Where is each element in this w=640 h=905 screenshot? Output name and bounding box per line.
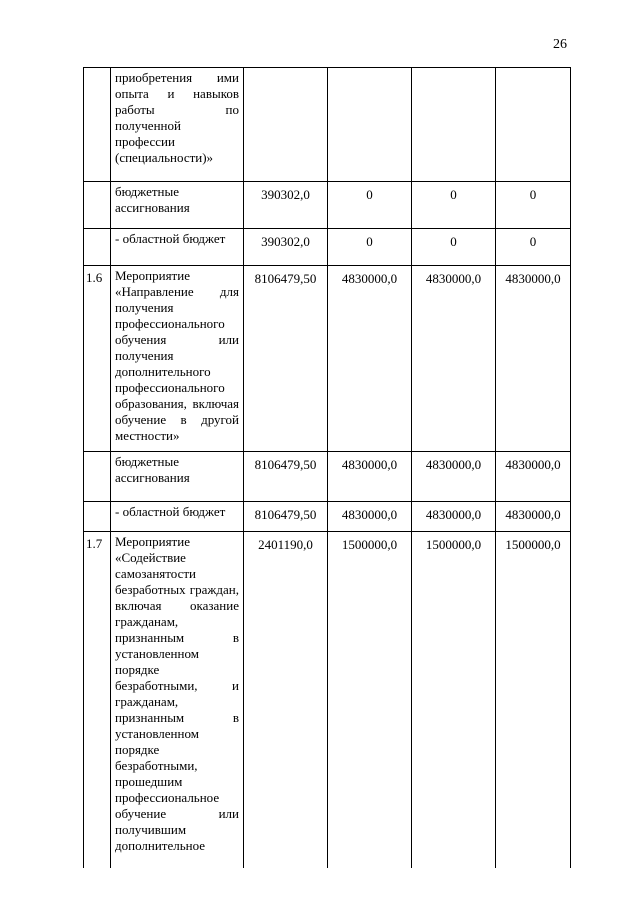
budget-table	[83, 67, 571, 868]
table-row	[84, 532, 571, 869]
value-cell: 0	[412, 182, 496, 229]
row-number: 1.7	[84, 532, 111, 869]
value-cell: 4830000,0	[328, 452, 412, 502]
row-description-text: Мероприятие «Содействие самозанятости безработных граждан, включая оказание гражданам, признанным в установленном порядке безработными, и гражданам, признанным в установленном порядке безработными, прошедшим профессиональное обучение или получившим дополнительное	[115, 534, 239, 853]
value-cell: 0	[412, 229, 496, 266]
row-description	[111, 502, 244, 532]
row-description	[111, 182, 244, 229]
value-cell: 0	[328, 182, 412, 229]
table-row	[84, 182, 571, 229]
value-cell: 4830000,0	[496, 502, 571, 532]
value-cell: 390302,0	[244, 182, 328, 229]
row-number: 1.6	[84, 266, 111, 452]
row-description	[111, 452, 244, 502]
value-cell: 4830000,0	[328, 502, 412, 532]
value-cell: 4830000,0	[328, 266, 412, 452]
row-description	[111, 532, 244, 869]
row-number	[84, 502, 111, 532]
row-description-text: приобретения ими опыта и навыков работы по полученной профессии (специальности)»	[115, 70, 239, 165]
row-number	[84, 452, 111, 502]
value-cell: 4830000,0	[412, 502, 496, 532]
row-description	[111, 68, 244, 182]
page-number: 26	[553, 37, 567, 52]
value-cell: 0	[328, 229, 412, 266]
value-cell	[244, 68, 328, 182]
value-cell: 0	[496, 229, 571, 266]
row-description-text: Мероприятие «Направление для получения профессионального обучения или получения дополнительного профессионального образования, включая обучение в другой местности»	[115, 268, 239, 443]
value-cell: 0	[496, 182, 571, 229]
value-cell	[328, 68, 412, 182]
table-row	[84, 68, 571, 182]
row-description	[111, 229, 244, 266]
table-row	[84, 502, 571, 532]
row-description-text: бюджетные ассигнования	[115, 454, 190, 485]
value-cell: 8106479,50	[244, 266, 328, 452]
table-row	[84, 229, 571, 266]
row-number	[84, 68, 111, 182]
value-cell	[412, 68, 496, 182]
value-cell: 390302,0	[244, 229, 328, 266]
value-cell	[496, 68, 571, 182]
value-cell: 4830000,0	[496, 452, 571, 502]
value-cell: 4830000,0	[412, 266, 496, 452]
value-cell: 4830000,0	[496, 266, 571, 452]
row-description-text: - областной бюджет	[115, 231, 226, 246]
value-cell: 1500000,0	[328, 532, 412, 869]
row-description	[111, 266, 244, 452]
value-cell: 2401190,0	[244, 532, 328, 869]
row-description-text: бюджетные ассигнования	[115, 184, 190, 215]
row-number	[84, 229, 111, 266]
row-description-text: - областной бюджет	[115, 504, 226, 519]
row-number	[84, 182, 111, 229]
value-cell: 1500000,0	[412, 532, 496, 869]
value-cell: 8106479,50	[244, 502, 328, 532]
table-row	[84, 266, 571, 452]
value-cell: 8106479,50	[244, 452, 328, 502]
table-row	[84, 452, 571, 502]
value-cell: 1500000,0	[496, 532, 571, 869]
value-cell: 4830000,0	[412, 452, 496, 502]
